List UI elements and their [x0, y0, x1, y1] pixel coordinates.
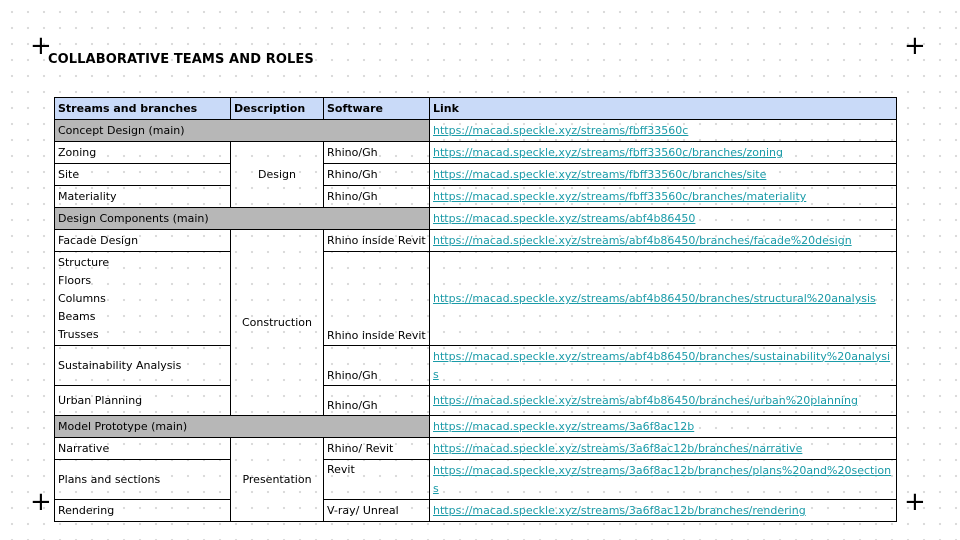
plus-corner-icon: + — [904, 31, 926, 61]
group-row-design-components — [55, 208, 897, 230]
software-cell: Rhino/ Revit — [324, 438, 430, 460]
header-link: Link — [430, 98, 897, 120]
software-cell: Rhino inside Revit — [324, 252, 430, 346]
plus-corner-icon: + — [30, 31, 52, 61]
software-cell: Rhino/Gh — [324, 346, 430, 386]
group-name: Design Components (main) — [55, 208, 430, 230]
stream-name-list — [55, 252, 231, 346]
table-row — [55, 252, 897, 346]
stream-name: Rendering — [55, 500, 231, 522]
stream-name: Plans and sections — [55, 460, 231, 500]
branch-link[interactable]: https://macad.speckle.xyz/streams/fbff33560c/branches/site — [433, 168, 767, 181]
stream-name: Structure — [58, 255, 110, 269]
branch-link[interactable]: https://macad.speckle.xyz/streams/abf4b86450/branches/sustainability%20analysis — [433, 349, 891, 381]
teams-roles-table — [54, 97, 897, 522]
branch-link[interactable]: https://macad.speckle.xyz/streams/abf4b86450/branches/urban%20planning — [433, 394, 858, 407]
software-cell: Rhino/Gh — [324, 386, 430, 416]
table-row — [55, 386, 897, 416]
group-row-concept-design — [55, 120, 897, 142]
branch-link[interactable]: https://macad.speckle.xyz/streams/fbff33560c/branches/zoning — [433, 146, 783, 159]
stream-name: Sustainability Analysis — [55, 346, 231, 386]
table-row — [55, 346, 897, 386]
page-title: COLLABORATIVE TEAMS AND ROLES — [48, 52, 314, 67]
table-row — [55, 164, 897, 186]
plus-corner-icon: + — [904, 487, 926, 517]
software-cell: Rhino/Gh — [324, 142, 430, 164]
stream-name: Floors — [58, 273, 92, 287]
stream-name: Narrative — [55, 438, 231, 460]
software-cell: V-ray/ Unreal — [324, 500, 430, 522]
table-row — [55, 438, 897, 460]
software-cell: Rhino inside Revit — [324, 230, 430, 252]
group-link[interactable]: https://macad.speckle.xyz/streams/fbff33560c — [433, 124, 689, 137]
stream-name: Facade Design — [55, 230, 231, 252]
software-cell: Rhino/Gh — [324, 186, 430, 208]
table-row — [55, 500, 897, 522]
stream-name: Trusses — [58, 327, 99, 341]
group-link[interactable]: https://macad.speckle.xyz/streams/abf4b86450 — [433, 212, 696, 225]
stream-name: Columns — [58, 291, 106, 305]
group-row-model-prototype — [55, 416, 897, 438]
stream-name: Beams — [58, 309, 96, 323]
table-row — [55, 186, 897, 208]
branch-link[interactable]: https://macad.speckle.xyz/streams/3a6f8ac12b/branches/plans%20and%20sections — [433, 463, 892, 495]
stream-name: Zoning — [55, 142, 231, 164]
table-header-row — [55, 98, 897, 120]
stream-name: Urban Planning — [55, 386, 231, 416]
description-cell: Presentation — [231, 438, 324, 522]
description-cell: Construction — [231, 230, 324, 416]
table-row — [55, 230, 897, 252]
branch-link[interactable]: https://macad.speckle.xyz/streams/abf4b86450/branches/facade%20design — [433, 234, 852, 247]
branch-link[interactable]: https://macad.speckle.xyz/streams/fbff33560c/branches/materiality — [433, 190, 807, 203]
branch-link[interactable]: https://macad.speckle.xyz/streams/abf4b86450/branches/structural%20analysis — [433, 292, 876, 305]
header-software: Software — [324, 98, 430, 120]
header-streams: Streams and branches — [55, 98, 231, 120]
group-name: Concept Design (main) — [55, 120, 430, 142]
software-cell: Revit — [324, 460, 430, 500]
description-cell: Design — [231, 142, 324, 208]
header-description: Description — [231, 98, 324, 120]
table-row — [55, 460, 897, 500]
branch-link[interactable]: https://macad.speckle.xyz/streams/3a6f8ac12b/branches/rendering — [433, 504, 806, 517]
group-name: Model Prototype (main) — [55, 416, 430, 438]
table-row — [55, 142, 897, 164]
software-cell: Rhino/Gh — [324, 164, 430, 186]
plus-corner-icon: + — [30, 487, 52, 517]
stream-name: Materiality — [55, 186, 231, 208]
group-link[interactable]: https://macad.speckle.xyz/streams/3a6f8ac12b — [433, 420, 695, 433]
branch-link[interactable]: https://macad.speckle.xyz/streams/3a6f8ac12b/branches/narrative — [433, 442, 803, 455]
stream-name: Site — [55, 164, 231, 186]
